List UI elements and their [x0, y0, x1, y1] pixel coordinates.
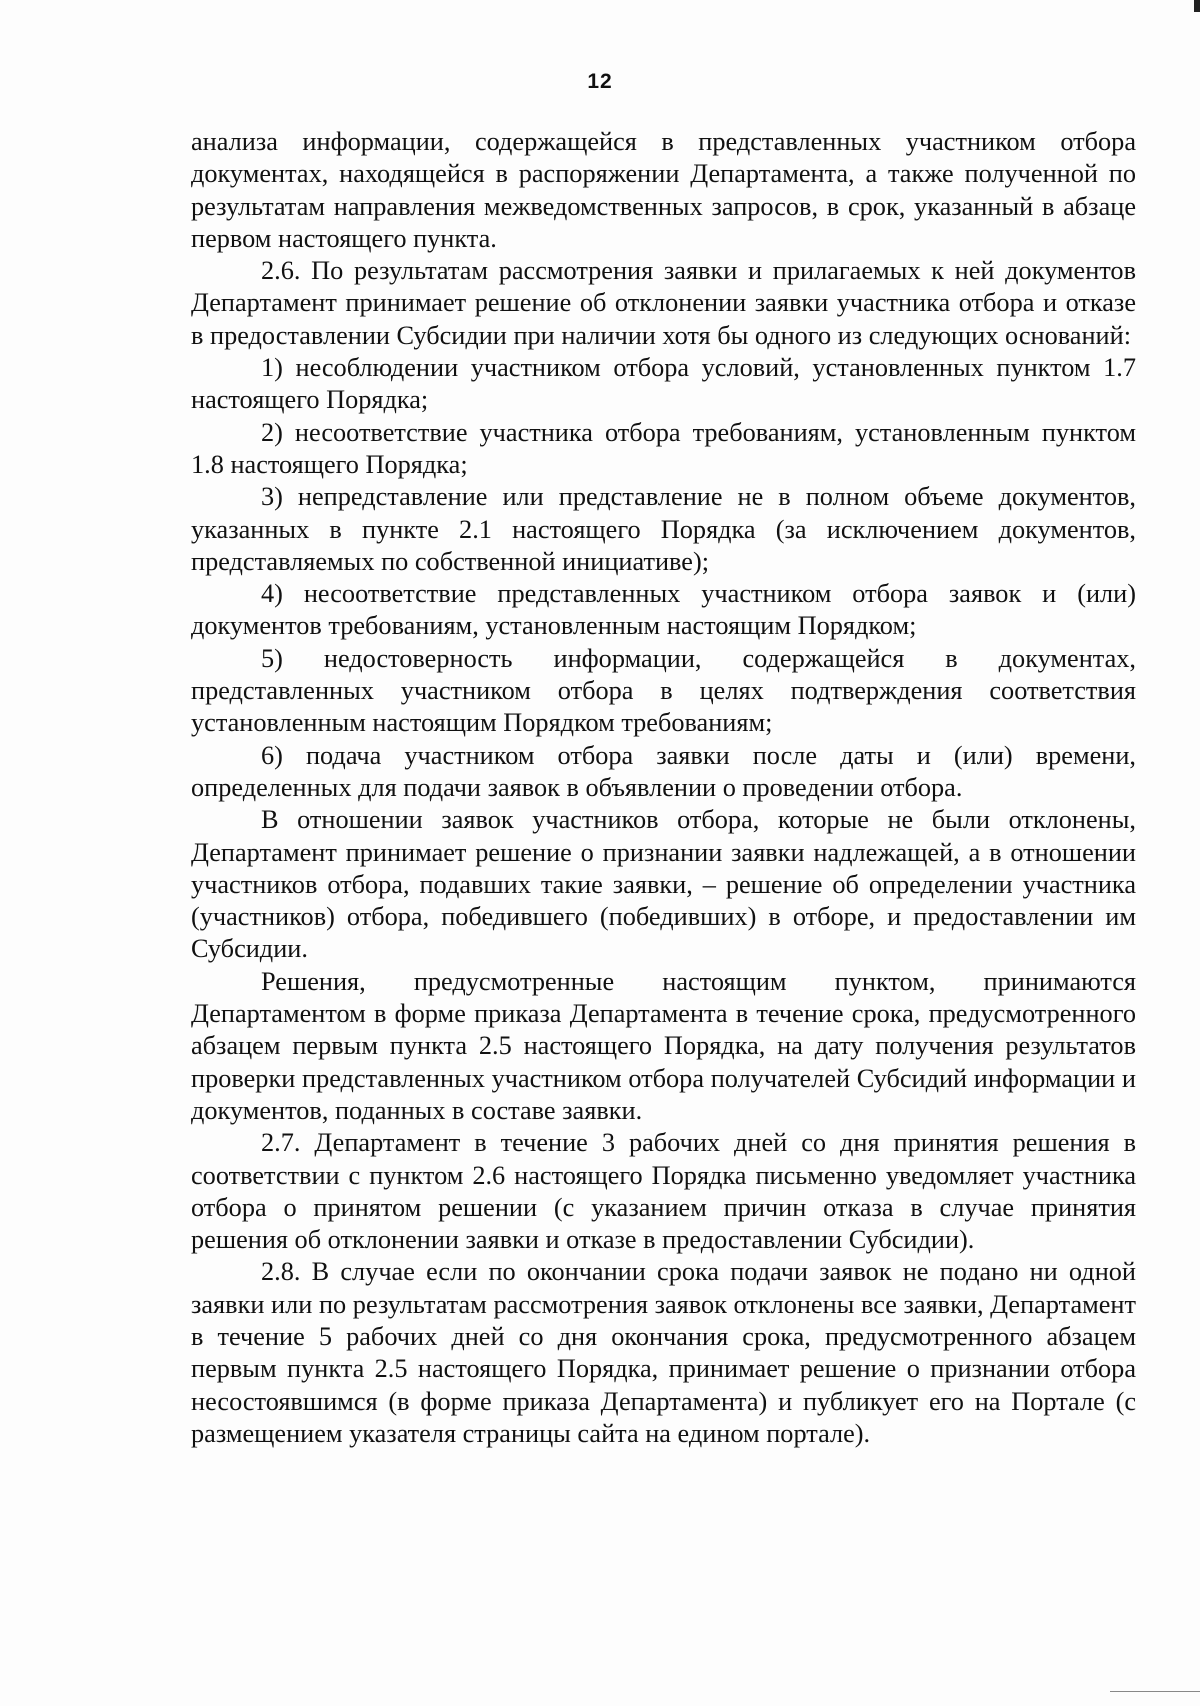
- document-body: [191, 126, 1136, 1450]
- paragraph-2-7: 2.7. Департамент в течение 3 рабочих дней со дня принятия решения в соответствии с пунктом 2.6 настоящего Порядка письменно уведомляет участника отбора о принятом решении (с указанием причин отказа в случае принятия решения об отклонении заявки и отказе в предоставлении Субсидии).: [191, 1128, 1136, 1255]
- list-item-5: 5) недостоверность информации, содержащейся в документах, представленных участником отбора в целях подтверждения соответствия установленным настоящим Порядком требованиям;: [191, 643, 1136, 738]
- list-item-3: 3) непредставление или представление не в полном объеме документов, указанных в пункте 2.1 настоящего Порядка (за исключением документов, представляемых по собственной инициативе);: [191, 482, 1136, 576]
- scan-corner-mark: [1194, 0, 1200, 12]
- paragraph-2-8: 2.8. В случае если по окончании срока подачи заявок не подано ни одной заявки или по результатам рассмотрения заявок отклонены все заявки, Департамент в течение 5 рабочих дней со дня окончания срока, предусмотренного абзацем первым пункта 2.5 настоящего Порядка, принимает решение о признании отбора несостоявшимся (в форме приказа Департамента) и публикует его на Портале (с размещением указателя страницы сайта на едином портале).: [191, 1257, 1136, 1448]
- list-item-1: 1) несоблюдении участником отбора условий, установленных пунктом 1.7 настоящего Порядка;: [191, 353, 1136, 415]
- page-number: 12: [587, 70, 613, 93]
- list-item-2: 2) несоответствие участника отбора требованиям, установленным пунктом 1.8 настоящего Порядка;: [191, 417, 1136, 479]
- list-item-4: 4) несоответствие представленных участником отбора заявок и (или) документов требованиям, установленным настоящим Порядком;: [191, 579, 1136, 641]
- paragraph-not-rejected: В отношении заявок участников отбора, которые не были отклонены, Департамент принимает решение о признании заявки надлежащей, а в отношении участников отбора, подавших такие заявки, – решение об определении участника (участников) отбора, победившего (победивших) в отборе, и предоставлении им Субсидии.: [191, 805, 1136, 964]
- paragraph-2-6: 2.6. По результатам рассмотрения заявки и прилагаемых к ней документов Департамент принимает решение об отклонении заявки участника отбора и отказе в предоставлении Субсидии при наличии хотя бы одного из следующих оснований:: [191, 256, 1136, 350]
- paragraph-continuation: анализа информации, содержащейся в представленных участником отбора документах, находящейся в распоряжении Департамента, а также полученной по результатам направления межведомственных запросов, в срок, указанный в абзаце первом настоящего пункта.: [191, 127, 1136, 253]
- paragraph-decisions: Решения, предусмотренные настоящим пунктом, принимаются Департаментом в форме приказа Департамента в течение срока, предусмотренного абзацем первым пункта 2.5 настоящего Порядка, на дату получения результатов проверки представленных участником отбора получателей Субсидий информации и документов, поданных в составе заявки.: [191, 966, 1136, 1125]
- list-item-6: 6) подача участником отбора заявки после даты и (или) времени, определенных для подачи заявок в объявлении о проведении отбора.: [191, 740, 1136, 802]
- scan-bottom-line: [1110, 1691, 1200, 1692]
